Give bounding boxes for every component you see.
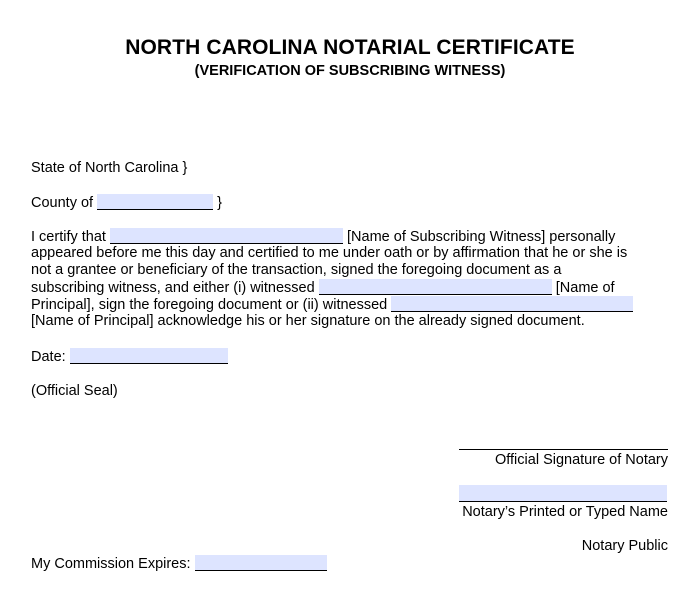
body-line-5	[31, 296, 633, 314]
date-label: Date:	[31, 349, 66, 365]
county-line	[31, 194, 222, 212]
body-line-1	[31, 228, 615, 246]
document-subtitle: (VERIFICATION OF SUBSCRIBING WITNESS)	[194, 63, 506, 79]
county-label: County of	[31, 195, 94, 211]
body-text: [Name of	[555, 280, 615, 296]
principal-name-field-1[interactable]	[319, 279, 552, 295]
date-field[interactable]	[70, 348, 228, 364]
body-text: not a grantee or beneficiary of the transaction, signed the foregoing document as a	[31, 262, 562, 278]
commission-line	[31, 555, 327, 573]
official-seal-label: (Official Seal)	[31, 383, 118, 399]
body-line-3	[31, 262, 561, 279]
body-text: Principal], sign the foregoing document or (ii) witnessed	[31, 297, 388, 313]
body-line-4	[31, 279, 615, 297]
date-line	[31, 348, 228, 366]
state-text: State of North Carolina }	[31, 160, 188, 176]
document-title: NORTH CAROLINA NOTARIAL CERTIFICATE	[125, 36, 575, 59]
notary-public-label: Notary Public	[581, 538, 668, 554]
body-text: [Name of Subscribing Witness] personally	[347, 229, 616, 245]
body-line-6	[31, 313, 585, 330]
notary-signature-line[interactable]	[459, 449, 668, 450]
body-text: appeared before me this day and certified to me under oath or by affirmation that he or she is	[31, 245, 628, 261]
county-field[interactable]	[97, 194, 213, 210]
body-text: I certify that	[31, 229, 106, 245]
official-seal-line	[31, 383, 118, 400]
notary-printed-name-label: Notary’s Printed or Typed Name	[462, 504, 668, 520]
commission-expires-field[interactable]	[195, 555, 327, 571]
subscribing-witness-name-field[interactable]	[110, 228, 343, 244]
principal-name-field-2[interactable]	[391, 296, 633, 312]
body-line-2	[31, 245, 627, 262]
body-text: subscribing witness, and either (i) witnessed	[31, 280, 315, 296]
state-line	[31, 160, 187, 177]
notary-signature-label: Official Signature of Notary	[494, 452, 668, 468]
county-close-brace: }	[217, 195, 222, 211]
body-text: [Name of Principal] acknowledge his or her signature on the already signed document.	[31, 313, 585, 329]
commission-label: My Commission Expires:	[31, 556, 191, 572]
notary-printed-name-field[interactable]	[459, 485, 667, 502]
